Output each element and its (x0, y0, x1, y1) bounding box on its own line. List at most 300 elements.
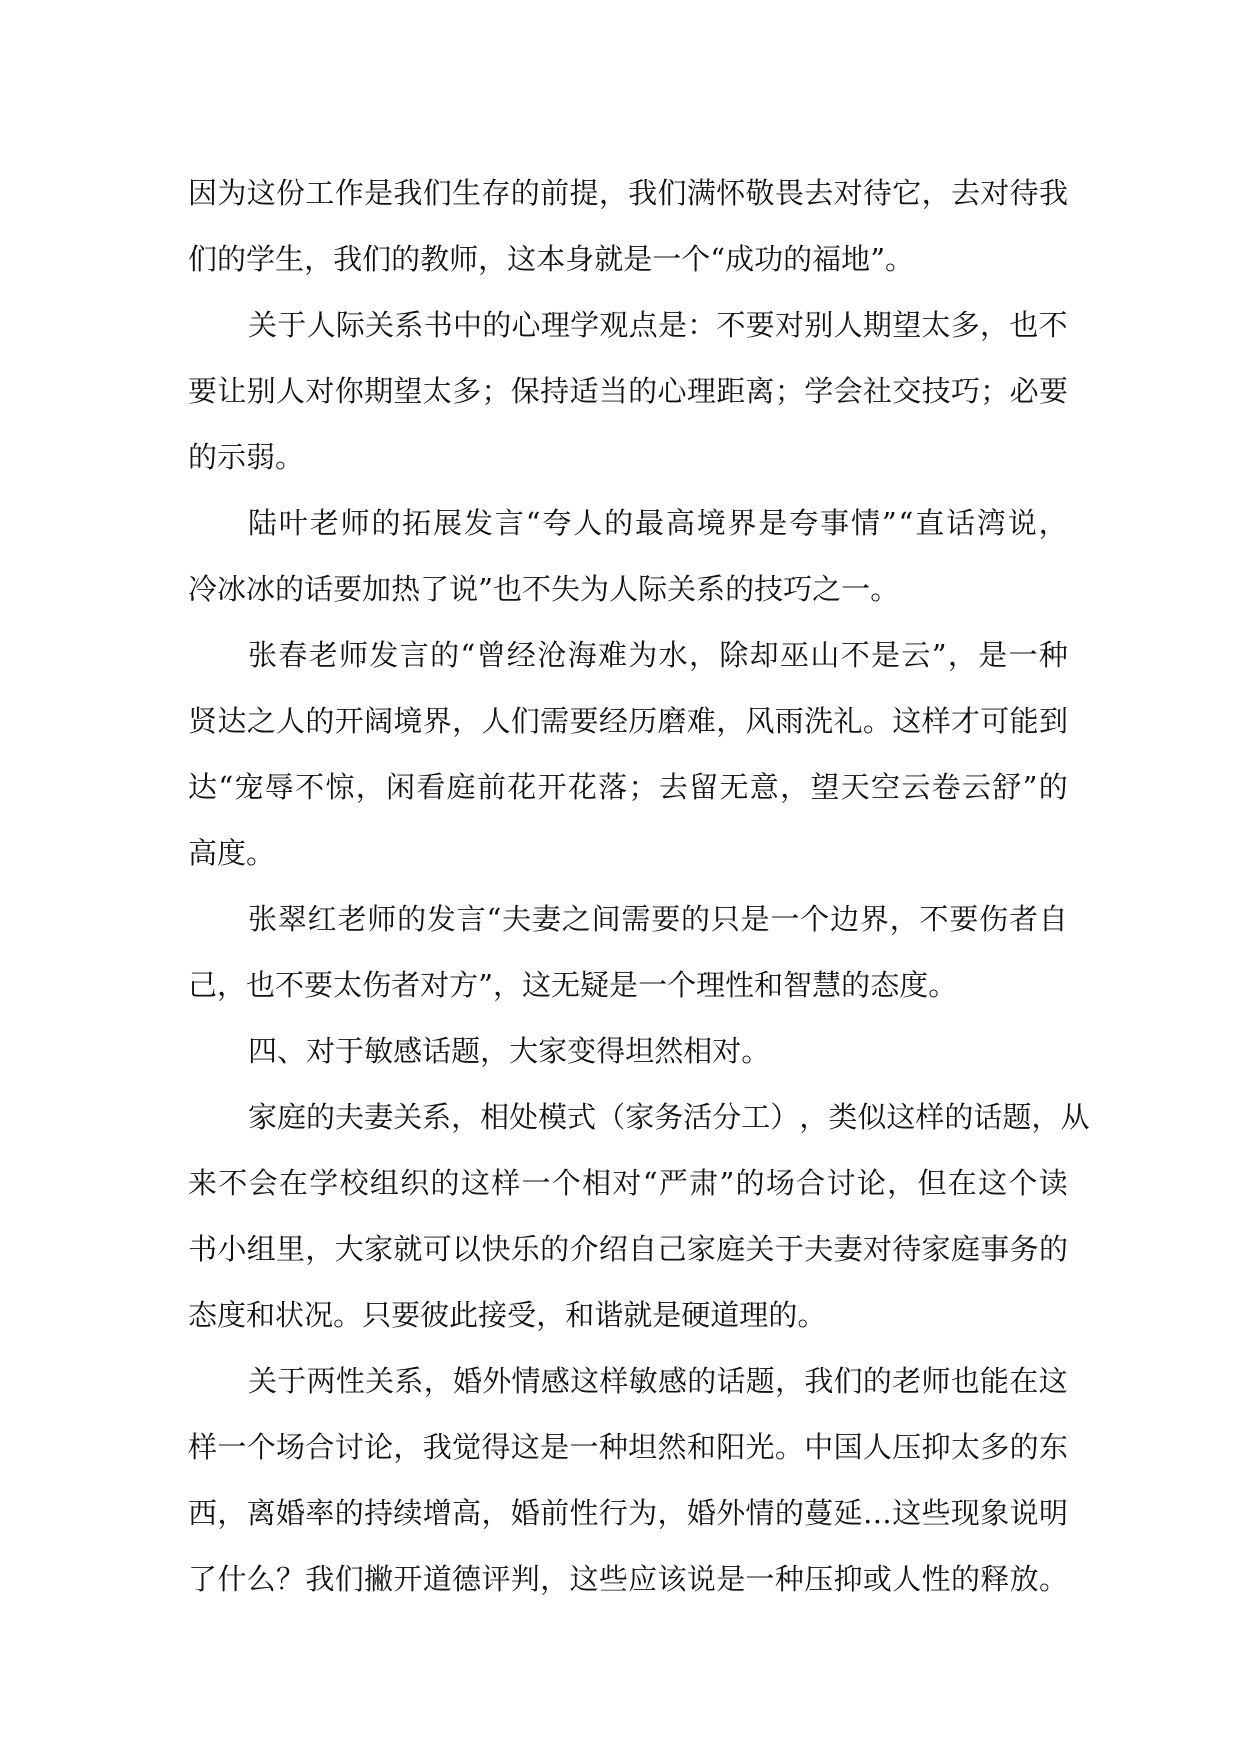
text-glyph: 理 (686, 374, 716, 408)
text-glyph: 不 (218, 1166, 248, 1200)
text-glyph: 蔓 (804, 1496, 834, 1530)
text-glyph: 持 (540, 374, 570, 408)
text-glyph: 到 (1038, 704, 1068, 738)
text-glyph: 关 (393, 1100, 423, 1134)
text-glyph: 妻 (531, 902, 561, 936)
text-glyph: 对 (612, 1166, 642, 1200)
text-glyph: 也 (1009, 308, 1039, 342)
text-glyph: 对 (862, 1232, 892, 1266)
text-glyph: 这 (246, 176, 276, 210)
text-glyph: 我 (804, 1364, 834, 1398)
text-glyph: 。 (797, 1298, 827, 1332)
text-glyph: 话 (716, 1364, 746, 1398)
text-glyph: 中 (804, 1430, 834, 1464)
text-glyph: 待 (892, 1232, 922, 1266)
text-glyph: 抑 (921, 1430, 951, 1464)
text-line (188, 556, 1068, 622)
text-glyph: 或 (862, 1562, 892, 1596)
text-glyph: 伤 (362, 968, 392, 1002)
text-glyph: 光 (745, 1430, 775, 1464)
text-glyph: 前 (476, 770, 506, 804)
text-glyph: ， (799, 1100, 829, 1134)
text-line (188, 754, 1068, 820)
text-glyph: 的 (604, 506, 634, 540)
text-glyph: 的 (628, 374, 658, 408)
text-glyph: 是 (540, 1430, 570, 1464)
text-glyph: 一 (1008, 638, 1038, 672)
text-glyph: 巧 (783, 572, 813, 606)
text-glyph: 续 (393, 1496, 423, 1530)
text-glyph: 空 (871, 770, 901, 804)
text-glyph: 叶 (278, 506, 308, 540)
text-glyph: 人 (892, 1562, 922, 1596)
text-glyph: 必 (1009, 374, 1039, 408)
text-glyph: 展 (433, 506, 463, 540)
text-glyph: 多 (452, 374, 482, 408)
text-glyph: 因 (188, 176, 218, 210)
text-glyph: 的 (950, 1562, 980, 1596)
text-glyph: ” (870, 242, 886, 276)
text-glyph: 工 (305, 176, 335, 210)
text-glyph: 不 (522, 572, 552, 606)
text-glyph: 于 (335, 1034, 365, 1068)
text-glyph: 难 (597, 638, 627, 672)
text-glyph: 翠 (277, 902, 307, 936)
text-glyph: 关 (745, 1232, 775, 1266)
text-glyph: 才 (950, 704, 980, 738)
text-glyph: 期 (364, 374, 394, 408)
text-glyph: 除 (719, 638, 749, 672)
text-glyph: 距 (716, 374, 746, 408)
text-glyph: 么 (246, 1562, 276, 1596)
text-glyph: 抑 (833, 1562, 863, 1596)
text-glyph: 能 (1009, 704, 1039, 738)
text-glyph: 场 (765, 1166, 795, 1200)
text-glyph: 是 (978, 638, 1008, 672)
text-glyph: 的 (430, 1166, 460, 1200)
text-glyph: 要 (391, 1298, 421, 1332)
text-glyph: 明 (1038, 1496, 1068, 1530)
text-glyph: 的 (862, 1364, 892, 1398)
text-glyph: 道 (710, 1298, 740, 1332)
text-glyph: 坦 (628, 1430, 658, 1464)
text-glyph: 只 (710, 902, 740, 936)
text-glyph: 理 (739, 1298, 769, 1332)
text-glyph: 的 (681, 902, 711, 936)
text-glyph: 外 (716, 1496, 746, 1530)
text-glyph: 这 (978, 1166, 1008, 1200)
text-glyph: 校 (339, 1166, 369, 1200)
text-glyph: 。 (885, 242, 915, 276)
text-glyph: 庭 (277, 1100, 307, 1134)
text-glyph: 得 (481, 1430, 511, 1464)
text-glyph: 沧 (537, 638, 567, 672)
text-glyph: 在 (1009, 1364, 1039, 1398)
text-line (188, 1348, 1068, 1414)
text-glyph: 待 (862, 176, 892, 210)
text-line (188, 1414, 1068, 1480)
text-glyph: ， (478, 242, 508, 276)
text-glyph: 的 (1038, 1232, 1068, 1266)
text-glyph: 说 (1009, 1496, 1039, 1530)
text-glyph: 是 (758, 506, 788, 540)
text-glyph: 成 (725, 242, 755, 276)
text-glyph: 类 (828, 1100, 858, 1134)
text-glyph: 夸 (789, 506, 819, 540)
text-glyph: 的 (305, 704, 335, 738)
text-glyph: 老 (308, 638, 338, 672)
text-glyph: 西 (188, 1496, 218, 1530)
text-glyph: 态 (870, 968, 900, 1002)
text-glyph: 相 (480, 1100, 510, 1134)
text-glyph: 会 (248, 1166, 278, 1200)
text-glyph: 心 (657, 374, 687, 408)
text-glyph: 要 (188, 374, 218, 408)
text-line (188, 622, 1068, 688)
text-glyph: 们 (657, 176, 687, 210)
text-glyph: 之 (812, 572, 842, 606)
text-glyph: 也 (950, 1364, 980, 1398)
text-glyph: 的 (334, 1496, 364, 1530)
text-glyph: 乐 (510, 1232, 540, 1266)
text-glyph: 讨 (826, 1166, 856, 1200)
text-glyph: 妻 (364, 1100, 394, 1134)
text-glyph: 家 (625, 1100, 655, 1134)
text-glyph: 庭 (950, 1232, 980, 1266)
text-glyph: 话 (422, 1034, 452, 1068)
text-glyph: 夫 (804, 1232, 834, 1266)
text-glyph: 别 (804, 308, 834, 342)
text-glyph: 高 (665, 506, 695, 540)
text-glyph: 在 (278, 1166, 308, 1200)
text-glyph: 可 (422, 1232, 452, 1266)
text-glyph: 事 (980, 1232, 1010, 1266)
text-glyph: 身 (565, 242, 595, 276)
text-glyph: 务 (654, 1100, 684, 1134)
text-glyph: 界 (859, 902, 889, 936)
text-glyph: ： (687, 308, 717, 342)
text-glyph: 师 (449, 242, 479, 276)
text-glyph: 关 (248, 308, 278, 342)
text-glyph: 太 (921, 308, 951, 342)
text-glyph: 拓 (402, 506, 432, 540)
text-glyph: 开 (393, 1562, 423, 1596)
text-glyph: 心 (511, 308, 541, 342)
text-glyph: 这 (522, 968, 552, 1002)
text-glyph: ， (451, 1100, 481, 1134)
text-glyph: 婚 (510, 1496, 540, 1530)
text-line (188, 424, 1068, 490)
text-glyph: 不 (295, 770, 325, 804)
text-glyph: 冰 (246, 572, 276, 606)
text-glyph: 是 (364, 176, 394, 210)
text-glyph: 题 (1002, 1100, 1032, 1134)
text-glyph: 和 (686, 1430, 716, 1464)
text-glyph: 师 (340, 506, 370, 540)
text-glyph: 这 (460, 1166, 490, 1200)
text-glyph: ， (775, 1364, 805, 1398)
text-glyph: 受 (507, 1298, 537, 1332)
text-glyph: 是 (740, 902, 770, 936)
text-glyph: 经 (506, 638, 536, 672)
text-glyph: 话 (946, 506, 976, 540)
text-glyph: 需 (621, 902, 651, 936)
text-glyph: 望 (393, 374, 423, 408)
text-glyph: 此 (449, 1298, 479, 1332)
text-glyph: 个 (667, 968, 697, 1002)
text-glyph: 性 (335, 1364, 365, 1398)
text-glyph: 一 (841, 572, 871, 606)
text-glyph: 学 (570, 308, 600, 342)
text-glyph: 风 (745, 704, 775, 738)
text-glyph: 云 (901, 770, 931, 804)
text-glyph: 者 (391, 968, 421, 1002)
text-glyph: ， (1038, 506, 1068, 540)
text-glyph: 的 (430, 638, 460, 672)
text-glyph: 增 (422, 1496, 452, 1530)
text-glyph: 怀 (716, 176, 746, 210)
text-glyph: 前 (540, 1496, 570, 1530)
text-glyph: 人 (833, 308, 863, 342)
text-glyph: 感 (540, 1364, 570, 1398)
text-glyph: 我 (422, 1430, 452, 1464)
text-glyph: 花 (507, 770, 537, 804)
text-glyph: ， (536, 1298, 566, 1332)
text-glyph: 说 (1007, 506, 1037, 540)
text-glyph: 样 (491, 1166, 521, 1200)
text-glyph: ， (598, 176, 628, 210)
text-glyph: 加 (362, 572, 392, 606)
text-glyph: 性 (921, 1562, 951, 1596)
text-glyph: 望 (810, 770, 840, 804)
text-glyph: 样 (188, 1430, 218, 1464)
text-glyph: 的 (944, 1100, 974, 1134)
text-glyph: 曾 (476, 638, 506, 672)
text-glyph: 这 (892, 704, 922, 738)
text-line (188, 160, 1068, 226)
text-glyph: 于 (277, 1364, 307, 1398)
text-glyph: 小 (217, 1232, 247, 1266)
text-glyph: 也 (492, 572, 522, 606)
text-glyph: 大 (509, 1034, 539, 1068)
text-glyph: 介 (569, 1232, 599, 1266)
text-glyph: 的 (768, 1298, 798, 1332)
text-glyph: ） (770, 1100, 800, 1134)
text-glyph: 婚 (686, 1496, 716, 1530)
text-glyph: 境 (393, 704, 423, 738)
text-glyph: 关 (248, 1364, 278, 1398)
text-glyph: 系 (394, 308, 424, 342)
text-glyph: ， (423, 1364, 453, 1398)
text-glyph: 本 (536, 242, 566, 276)
text-glyph: 是 (609, 968, 639, 1002)
text-glyph: ， (452, 704, 482, 738)
text-glyph: 对 (420, 968, 450, 1002)
text-glyph: 湾 (976, 506, 1006, 540)
text-glyph: 度 (899, 968, 929, 1002)
text-glyph: 却 (749, 638, 779, 672)
text-glyph: 。 (741, 1034, 771, 1068)
text-glyph: 理 (696, 968, 726, 1002)
text-glyph: 阔 (364, 704, 394, 738)
text-glyph: 福 (812, 242, 842, 276)
text-glyph: 快 (481, 1232, 511, 1266)
text-glyph: 人 (276, 374, 306, 408)
text-glyph: 个 (800, 902, 830, 936)
text-glyph: 对 (980, 176, 1010, 210)
text-glyph: 我 (333, 242, 363, 276)
text-glyph: 但 (917, 1166, 947, 1200)
text-glyph: 系 (422, 1100, 452, 1134)
text-glyph: 讨 (334, 1430, 364, 1464)
text-glyph: 技 (921, 374, 951, 408)
text-glyph: 老 (892, 1364, 922, 1398)
text-glyph: 人 (276, 704, 306, 738)
text-glyph: 一 (770, 902, 800, 936)
text-glyph: 示 (217, 440, 247, 474)
text-glyph: 发 (464, 506, 494, 540)
text-glyph: 严 (658, 1166, 688, 1200)
text-glyph: 技 (754, 572, 784, 606)
text-line (188, 1018, 1068, 1084)
text-glyph: 望 (892, 308, 922, 342)
text-glyph: 题 (451, 1034, 481, 1068)
text-glyph: 场 (276, 1430, 306, 1464)
text-glyph: ， (305, 1232, 335, 1266)
text-glyph: ； (980, 374, 1010, 408)
text-glyph: 论 (856, 1166, 886, 1200)
text-glyph: 敏 (628, 1364, 658, 1398)
text-glyph: 慧 (812, 968, 842, 1002)
text-glyph: “ (642, 1166, 658, 1200)
text-glyph: 离 (745, 374, 775, 408)
text-glyph: 无 (719, 770, 749, 804)
text-glyph: 敬 (745, 176, 775, 210)
text-glyph: 春 (278, 638, 308, 672)
text-glyph: 家 (248, 1100, 278, 1134)
text-glyph: 家 (538, 1034, 568, 1068)
text-glyph: 。 (774, 1430, 804, 1464)
text-glyph: 的 (725, 572, 755, 606)
text-glyph: 作 (334, 176, 364, 210)
text-glyph: ？ (276, 1562, 306, 1596)
text-glyph: 了 (188, 1562, 218, 1596)
text-glyph: ” (931, 638, 947, 672)
text-glyph: 保 (510, 374, 540, 408)
text-glyph: 们 (833, 1364, 863, 1398)
text-glyph: 变 (567, 1034, 597, 1068)
text-glyph: 人 (306, 308, 336, 342)
text-glyph: 的 (735, 1166, 765, 1200)
text-glyph: “ (525, 506, 541, 540)
text-glyph: 要 (569, 704, 599, 738)
text-glyph: 闲 (386, 770, 416, 804)
text-glyph: 。 (870, 572, 900, 606)
text-glyph: “ (486, 902, 502, 936)
text-glyph: 方 (449, 968, 479, 1002)
text-glyph: 学 (246, 242, 276, 276)
text-glyph: 庭 (716, 1232, 746, 1266)
text-glyph: 满 (686, 176, 716, 210)
text-glyph: 话 (973, 1100, 1003, 1134)
text-glyph: 的 (397, 902, 427, 936)
text-glyph: 己 (657, 1232, 687, 1266)
text-glyph: 卷 (931, 770, 961, 804)
text-glyph: 以 (452, 1232, 482, 1266)
text-glyph: 组 (369, 1166, 399, 1200)
text-glyph: 雨 (774, 704, 804, 738)
text-glyph: 可 (980, 704, 1010, 738)
text-glyph: 要 (651, 902, 681, 936)
text-glyph: 份 (276, 176, 306, 210)
text-glyph: 去 (804, 176, 834, 210)
text-glyph: 肃 (689, 1166, 719, 1200)
text-glyph: 这 (569, 1562, 599, 1596)
text-glyph: 它 (892, 176, 922, 210)
text-glyph: 象 (980, 1496, 1010, 1530)
text-glyph: 感 (657, 1364, 687, 1398)
text-glyph: 是 (652, 1298, 682, 1332)
text-glyph: 从 (1060, 1100, 1090, 1134)
text-glyph: 冰 (217, 572, 247, 606)
text-line (188, 688, 1068, 754)
text-glyph: 陆 (248, 506, 278, 540)
text-glyph: 说 (686, 1562, 716, 1596)
text-glyph: 外 (482, 1364, 512, 1398)
text-glyph: 释 (980, 1562, 1010, 1596)
text-glyph: 现 (950, 1496, 980, 1530)
text-glyph: 个 (1008, 1166, 1038, 1200)
text-glyph: “ (710, 242, 726, 276)
text-line (188, 490, 1068, 556)
text-glyph: 界 (727, 506, 757, 540)
text-glyph: 论 (364, 1430, 394, 1464)
text-glyph: 行 (598, 1496, 628, 1530)
text-glyph: 提 (569, 176, 599, 210)
text-glyph: 情 (511, 1364, 541, 1398)
text-glyph: 最 (634, 506, 664, 540)
text-glyph: 太 (950, 1430, 980, 1464)
text-glyph: 要 (949, 902, 979, 936)
text-glyph: 事 (820, 506, 850, 540)
text-glyph: ” (881, 506, 897, 540)
text-glyph: 的 (391, 242, 421, 276)
text-glyph: 不 (919, 902, 949, 936)
text-glyph: 敏 (364, 1034, 394, 1068)
text-glyph: 巧 (950, 374, 980, 408)
text-glyph: ， (1031, 1100, 1061, 1134)
text-glyph: 我 (628, 176, 658, 210)
text-glyph: 就 (594, 242, 624, 276)
text-glyph: 观 (599, 308, 629, 342)
text-glyph: 功 (754, 242, 784, 276)
text-line (188, 1480, 1068, 1546)
text-glyph: 人 (573, 506, 603, 540)
text-glyph: 家 (364, 1232, 394, 1266)
text-line (188, 1150, 1068, 1216)
text-glyph: 前 (540, 176, 570, 210)
text-line (188, 820, 1068, 886)
text-glyph: 一 (521, 1166, 551, 1200)
text-glyph: 为 (628, 638, 658, 672)
text-glyph: 点 (628, 308, 658, 342)
text-glyph: 和 (246, 1298, 276, 1332)
text-glyph: 们 (362, 242, 392, 276)
text-glyph: 系 (696, 572, 726, 606)
text-glyph: 。 (928, 968, 958, 1002)
text-glyph: ， (217, 1496, 247, 1530)
text-glyph: 的 (1038, 770, 1068, 804)
